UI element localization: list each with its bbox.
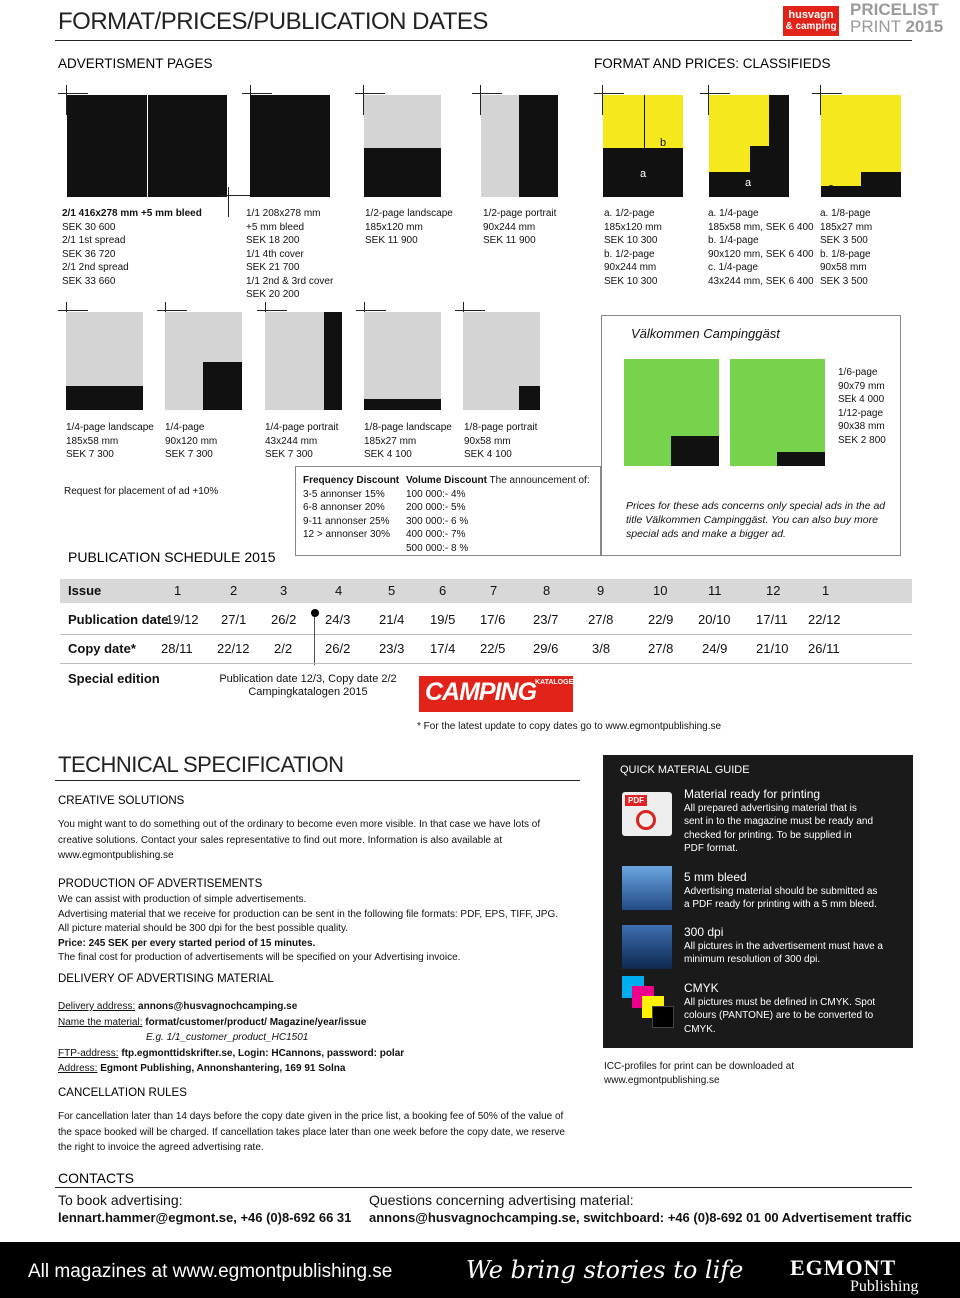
half-landscape-fill [364,148,441,197]
quarter-fill [203,362,242,410]
creative-text: You might want to do something out of the ordinary to become even more visible. In that case we have lots of creative solutions. Contact your sales representative to find out more. Information is also available at www.egmontpublishing.se [58,819,541,861]
tech-title: TECHNICAL SPECIFICATION [58,752,344,777]
fullpage-thumb [250,95,330,197]
label-a: a [828,182,835,194]
schedule-title: PUBLICATION SCHEDULE 2015 [68,549,276,565]
classified-eighth-text: a. 1/8-page 185x27 mm SEK 3 500 b. 1/8-page 90x58 mm SEK 3 500 [820,208,873,287]
format-half-portrait-text: 1/2-page portrait 90x244 mm SEK 11 900 [483,208,557,246]
camping-box-title: Välkommen Campinggäst [631,326,780,341]
footer-slogan: We bring stories to life [466,1256,744,1284]
table-divider [60,663,912,664]
format-1-1-text: 1/1 208x278 mm +5 mm bleed SEK 18 200 1/1 4th cover SEK 21 700 1/1 2nd & 3rd cover SEK 20 200 [246,208,334,300]
half-portrait-fill [519,95,558,197]
twelfth-page-thumb [730,359,825,466]
format-row2-text-2: 1/4-page 90x120 mm SEK 7 300 [165,422,218,460]
label-b: b [766,157,773,169]
volume-discount: Volume Discount The announcement of: 100 000:- 4% 200 000:- 5% 300 000:- 6 % 400 000:- 7% 500 000:- 8 % [406,475,590,554]
eighth-portrait-fill [519,386,540,410]
contacts-title: CONTACTS [58,1170,134,1186]
label-b: b [660,137,667,149]
special-label: Special edition [68,671,160,686]
label-a: a [745,177,752,189]
label-a: a [640,168,647,180]
cmyk-icon [652,1006,674,1028]
production-title: PRODUCTION OF ADVERTISEMENTS [58,878,263,890]
bleed-image-icon [622,866,672,910]
quick-guide-title: QUICK MATERIAL GUIDE [620,764,750,776]
label-b: b [868,172,875,184]
sixth-page-fill [671,436,719,466]
spread-left-thumb [67,95,147,197]
table-divider [60,634,912,635]
eighth-landscape-fill [364,399,441,410]
classified-eighth-b [861,172,901,197]
icc-note: ICC-profiles for print can be downloaded at www.egmontpublishing.se [604,1061,795,1086]
cancel-text: For cancellation later than 14 days before the copy date given in the price list, a booking fee of 50% of the value of the space booked will be charged. If cancellation takes place later than one week before the copy date, we reserve the right to invoice the agreed advertising rate. [58,1111,565,1153]
format-row2-text-1: 1/4-page landscape 185x58 mm SEK 7 300 [66,422,154,460]
footer-link[interactable]: All magazines at www.egmontpublishing.se [28,1261,393,1282]
twelfth-page-fill [777,452,825,466]
tech-rule [55,780,580,781]
quarter-portrait-fill [324,312,342,410]
format-2-1-text: 2/1 416x278 mm +5 mm bleed SEK 30 600 2/1 1st spread SEK 36 720 2/1 2nd spread SEK 33 660 [62,208,202,287]
contact-material-label: Questions concerning advertising material: [369,1192,634,1208]
format-row2-text-3: 1/4-page portrait 43x244 mm SEK 7 300 [265,422,339,460]
guide-item-4: CMYK All pictures must be defined in CMYK. Spot colours (PANTONE) are to be converted to CMYK. [684,981,876,1035]
contact-booking-label: To book advertising: [58,1192,183,1208]
copy-date-note: * For the latest update to copy dates go to www.egmontpublishing.se [417,721,722,732]
camping-note: Prices for these ads concerns only special ads in the ad title Välkommen Campinggäst. You can also buy more special ads and make a bigger ad. [626,500,886,540]
delivery-text: Delivery address: annons@husvagnochcamping.se Name the material: format/customer/product/ Magazine/year/issue E.g. 1/1_customer_product_HC1501 FTP-address: ftp.egmonttidskrifter.se, Login: HCannons, password: polar Address: Egmont Publishing, Annonshantering, 169 91 Solna [58,1001,405,1074]
eighth-landscape-thumb [364,312,441,410]
frequency-discount: Frequency Discount 3-5 annonser 15% 6-8 annonser 20% 9-11 annonser 25% 12 > annonser 30% [303,475,400,540]
guide-item-1: Material ready for printing All prepared advertising material that is sent in to the magazine must be ready and checked for printing. To be supplied in PDF format. [684,787,874,854]
marker-dot [311,609,319,617]
dpi-image-icon [622,925,672,969]
classified-half-text: a. 1/2-page 185x120 mm SEK 10 300 b. 1/2-page 90x244 mm SEK 10 300 [604,208,662,287]
format-row2-text-5: 1/8-page portrait 90x58 mm SEK 4 100 [464,422,538,460]
header-rule [55,40,912,41]
contact-material[interactable]: annons@husvagnochcamping.se, switchboard: +46 (0)8-692 01 00 Advertisement traffic [369,1210,912,1225]
creative-title: CREATIVE SOLUTIONS [58,795,185,807]
publication-row: Publication date 19/12 27/1 26/2 24/3 21/4 19/5 17/6 23/7 27/8 22/9 20/10 17/11 22/12 [68,612,841,627]
quarter-landscape-fill [66,386,143,410]
print-label: PRINT 2015 [850,17,944,36]
format-row2-text-4: 1/8-page landscape 185x27 mm SEK 4 100 [364,422,452,460]
egmont-logo: EGMONT [790,1255,897,1280]
camping-formats: 1/6-page 90x79 mm SEk 4 000 1/12-page 90x38 mm SEK 2 800 [838,367,886,446]
pricelist-label: PRICELIST [850,0,939,19]
production-text: We can assist with production of simple advertisements. Advertising material that we receive for production can be sent in the following file formats: PDF, EPS, TIFF, JPG. All picture material should be 300 dpi for the best possible quality. Price: 245 SEK per every started period of 15 minutes. The final cost for production of advertisements will be specified on your Advertising invoice. [58,894,559,963]
cancel-title: CANCELLATION RULES [58,1087,187,1099]
issue-row: Issue 1 2 3 4 5 6 7 8 9 10 11 12 1 [60,579,912,603]
classified-quarter-c [769,95,789,197]
page-title: FORMAT/PRICES/PUBLICATION DATES [58,8,488,35]
delivery-title: DELIVERY OF ADVERTISING MATERIAL [58,973,274,985]
format-half-landscape-text: 1/2-page landscape 185x120 mm SEK 11 900 [365,208,453,246]
guide-item-2: 5 mm bleed Advertising material should be submitted as a PDF ready for printing with a 5 mm bleed. [684,870,878,910]
contact-booking[interactable]: lennart.hammer@egmont.se, +46 (0)8-692 66 31 [58,1210,352,1225]
classified-quarter-text: a. 1/4-page 185x58 mm, SEK 6 400 b. 1/4-page 90x120 mm, SEK 6 400 c. 1/4-page 43x244 mm, SEK 6 400 [708,208,814,287]
request-note: Request for placement of ad +10% [64,486,219,497]
classifieds-heading: FORMAT AND PRICES: CLASSIFIEDS [594,56,831,71]
copy-row: Copy date* 28/11 22/12 2/2 26/2 23/3 17/4 22/5 29/6 3/8 27/8 24/9 21/10 26/11 [68,641,840,656]
contacts-rule [55,1187,912,1188]
camping-logo: CAMPING KATALOGEN [419,676,573,712]
spread-right-thumb [148,95,227,197]
pdf-icon: PDF [622,792,672,836]
guide-item-3: 300 dpi All pictures in the advertisement must have a minimum resolution of 300 dpi. [684,925,883,965]
label-c: c [774,116,780,128]
special-text: Publication date 12/3, Copy date 2/2 Campingkatalogen 2015 [219,673,397,698]
publishing-label: Publishing [850,1278,919,1295]
divider [644,95,645,197]
ad-pages-heading: ADVERTISMENT PAGES [58,56,213,71]
brand-badge: husvagn & camping [783,6,839,36]
